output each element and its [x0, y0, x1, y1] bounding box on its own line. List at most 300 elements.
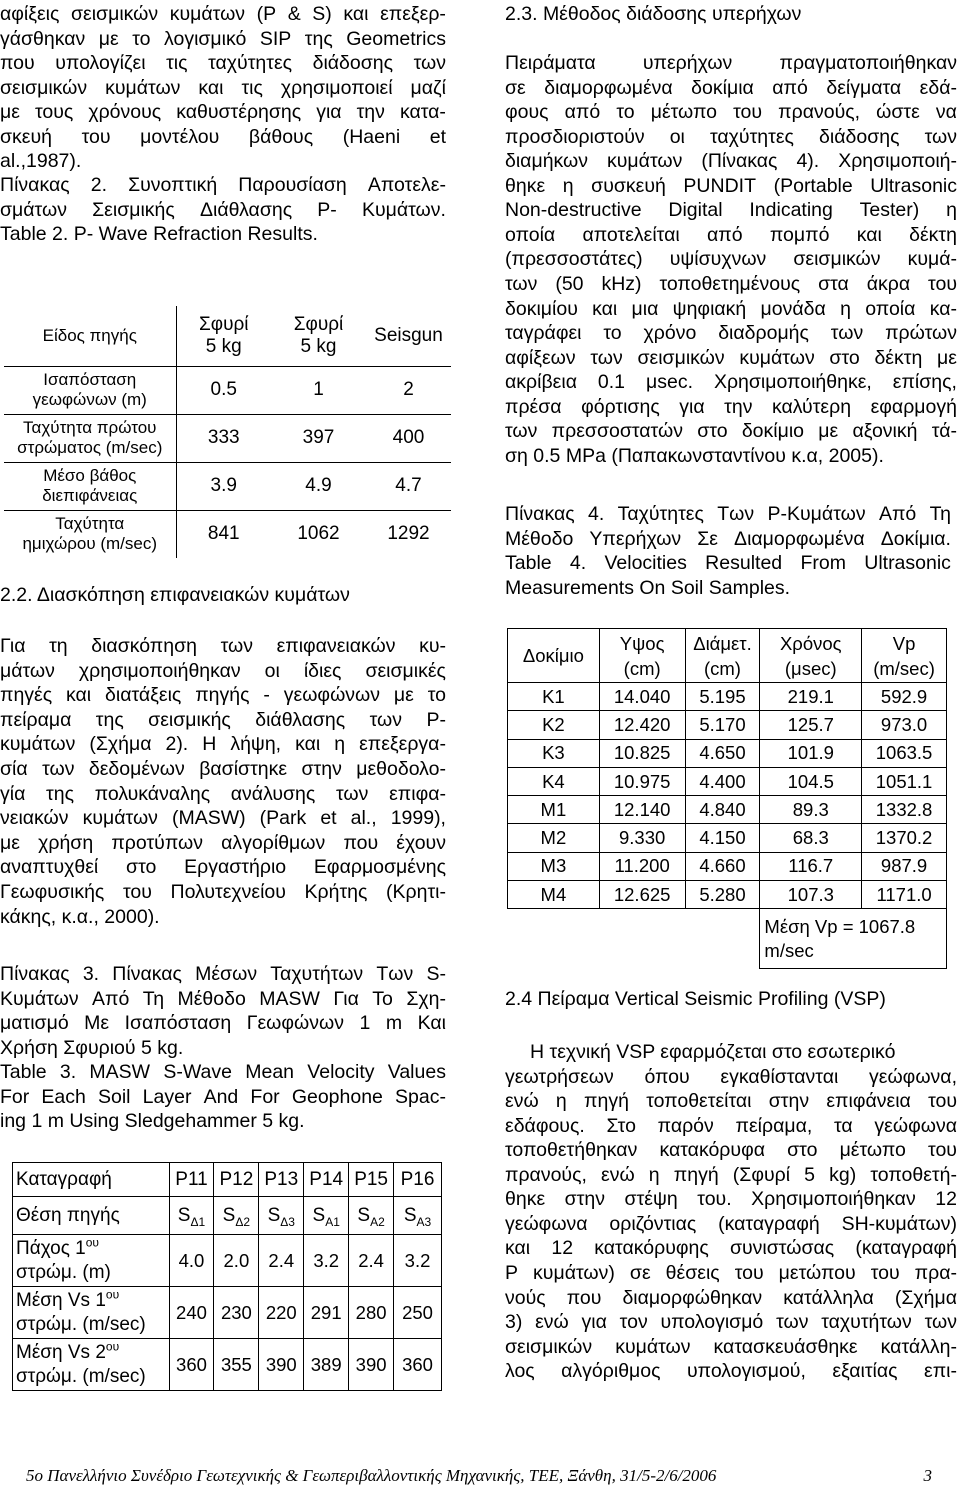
word: ενώ [505, 1090, 539, 1113]
word: των [505, 272, 538, 295]
table4-cell: M3 [508, 852, 600, 880]
paragraph-line [505, 1261, 957, 1285]
word: μαζί [410, 76, 446, 99]
table2-header-cell [271, 306, 366, 366]
source-letter: S [312, 1204, 326, 1226]
word: Γεωφυσικής [0, 881, 105, 903]
word: σεισμικές [365, 659, 446, 682]
table4-cell: 1063.5 [862, 739, 947, 767]
word: Geometrics [346, 27, 446, 50]
table3-header-row [13, 1163, 442, 1197]
word: Πίνακας [505, 503, 575, 525]
word: σία [0, 758, 28, 780]
word: δεδομένων [88, 758, 185, 780]
word: διαμορφωμένα [544, 76, 673, 99]
word: με [937, 346, 957, 369]
word: το [603, 322, 622, 345]
word: με [0, 101, 20, 123]
word: 4). [796, 150, 820, 173]
table4-cell: K1 [508, 683, 600, 711]
word: Γεωφώνων [246, 1012, 345, 1034]
paragraph-line [0, 757, 446, 781]
word: μια [631, 297, 659, 320]
row-label-unit: στρώμ. (m/sec) [16, 1365, 146, 1387]
word: σε [629, 1261, 651, 1284]
word: & [287, 3, 301, 25]
word: (Πίνακας [701, 150, 778, 173]
word: στο [126, 856, 157, 879]
word: 4. [587, 503, 605, 525]
table4-average-cell [760, 909, 947, 969]
table3-cell: 240 [169, 1287, 214, 1339]
header-text: Διάμετ. [693, 632, 752, 654]
table4-row [508, 852, 947, 880]
table4-cell: 9.330 [599, 824, 685, 852]
word: S- [426, 963, 446, 985]
table3-cell: 250 [394, 1287, 442, 1339]
paragraph-line [505, 1089, 957, 1113]
word: πηγή [584, 1090, 629, 1113]
table3-cell: 220 [259, 1287, 304, 1339]
table4-empty-cell [508, 909, 760, 969]
word: μονάδα [760, 297, 826, 320]
table2-caption-line [0, 198, 446, 222]
word: κυμάτων [739, 346, 815, 369]
table4 [507, 628, 947, 969]
word: διάδοσης [819, 125, 900, 148]
table4-cell: K3 [508, 739, 600, 767]
word: κυμάτων [105, 76, 181, 99]
word: λήψη, [230, 733, 282, 756]
word: (Haeni [342, 125, 401, 148]
word: Πίνακας [112, 963, 182, 985]
word: επιφα- [389, 782, 446, 805]
word: 5 [804, 1163, 816, 1186]
table2-cell: 2 [366, 366, 451, 414]
word: - [263, 684, 270, 707]
word: κυμάτων) [533, 1261, 615, 1284]
table4-cell: 5.170 [685, 711, 760, 739]
table4-cell: 125.7 [760, 711, 862, 739]
word: της [46, 782, 74, 805]
word: ενώ [601, 1163, 635, 1186]
word: S-Wave [163, 1061, 232, 1083]
footer-text: 5ο Πανελλήνιο Συνέδριο Γεωτεχνικής & Γεωπεριβαλλοντικής Μηχανικής, ΤΕΕ, Ξάνθη, 31/5-2/6/2006 [26, 1466, 717, 1485]
table2-row [4, 414, 451, 462]
word: του [928, 1139, 957, 1162]
word: ώστε [876, 101, 920, 124]
word: (Σχήμα [89, 733, 152, 756]
word: Non-destructive [505, 199, 642, 222]
word: διαδρομής [718, 322, 809, 345]
table4-cell: 10.825 [599, 739, 685, 767]
word: Χρησιμοποιήθηκε, [713, 371, 872, 394]
table2-header-cell [366, 306, 451, 366]
word: κυμάτων [82, 807, 158, 830]
word: η [555, 1090, 567, 1113]
word: για [316, 101, 342, 123]
word: κυ- [419, 635, 446, 657]
word: για [679, 395, 705, 418]
table2-cell: 0.5 [176, 366, 271, 414]
source-letter: S [222, 1204, 236, 1226]
table4-row [508, 824, 947, 852]
intro-line [0, 125, 446, 149]
word: 2). [165, 733, 189, 756]
source-subscript: Δ3 [280, 1214, 295, 1229]
word: γία [0, 782, 26, 805]
table3-header-cell: P16 [394, 1163, 442, 1197]
table3-header-cell: P15 [349, 1163, 394, 1197]
table3-header-cell: P11 [169, 1163, 214, 1197]
table4-cell: K2 [508, 711, 600, 739]
word: οι [264, 659, 280, 682]
word: πολυκάναλης [94, 782, 211, 805]
word: 3. [59, 1061, 77, 1083]
word: kg) [829, 1163, 857, 1186]
section-heading-2-4: 2.4 Πείραμα Vertical Seismic Profiling (VSP) [505, 988, 886, 1010]
table3-caption-line [0, 1085, 446, 1109]
word: άκρα [866, 272, 911, 295]
word: βάθους [248, 125, 314, 148]
word: Η [202, 733, 217, 756]
word: όπου [644, 1065, 690, 1088]
word: τοποθετείται [646, 1090, 752, 1113]
table3-row [13, 1235, 442, 1287]
word: οριζόντιας [609, 1212, 697, 1235]
word: P [505, 1261, 519, 1284]
word: Indicating [749, 199, 833, 222]
table3-source-cell [349, 1197, 394, 1235]
word: P-Κυμάτων [767, 503, 866, 525]
word: η [946, 199, 957, 222]
word: Κυμάτων. [361, 198, 446, 221]
table3-source-cell [169, 1197, 214, 1235]
table4-cell: 11.200 [599, 852, 685, 880]
table3-source-label: Θέση πηγής [13, 1197, 170, 1235]
table2-row-label [4, 366, 176, 414]
word: Mean [245, 1061, 295, 1083]
word: αναπτυχθεί [0, 856, 99, 879]
word: και [505, 1237, 531, 1260]
word: σμάτων [0, 198, 67, 221]
word: στο [697, 420, 728, 443]
paragraph-line [505, 1163, 957, 1187]
word: Velocity [307, 1061, 375, 1083]
word: Πίνακας [0, 174, 70, 196]
paragraph-line [505, 247, 957, 271]
word: των [590, 346, 623, 369]
word: σεισμικών [70, 3, 159, 25]
row-label-text: διεπιφάνειας [42, 486, 138, 505]
table3-source-cell [259, 1197, 304, 1235]
word: Αποτελε- [367, 174, 446, 196]
table3-source-cell [394, 1197, 442, 1235]
word: MASW [259, 987, 320, 1010]
word: μάτων [0, 659, 55, 682]
word: Layer [142, 1085, 192, 1108]
word: υπολογισμού, [686, 1360, 806, 1383]
word: και [198, 76, 224, 99]
paragraph-line [505, 223, 957, 247]
table3-source-row [13, 1197, 442, 1235]
table2-caption-line: Table 2. P- Wave Refraction Results. [0, 223, 318, 245]
table4-cell: 12.625 [599, 881, 685, 909]
paragraph-line [505, 1335, 957, 1359]
word: πρανούς, [505, 1163, 587, 1186]
source-letter: S [357, 1204, 371, 1226]
word: που [566, 1286, 602, 1309]
word: ακρίβεια [505, 371, 577, 394]
word: να [935, 101, 957, 124]
word: Από [92, 987, 130, 1010]
row-label-text: Πάχος 1 [16, 1237, 86, 1259]
word: γεώφωνα [874, 1114, 957, 1137]
intro-line [0, 2, 446, 26]
word: Χρησιμοποιή- [838, 150, 957, 173]
table3-cell: 360 [394, 1339, 442, 1391]
word: του [122, 881, 152, 903]
word: διαμήκων [505, 150, 589, 173]
word: της [95, 708, 124, 731]
word: οι [669, 125, 685, 148]
word: της [304, 27, 333, 50]
word: (Park [259, 807, 307, 830]
table4-row [508, 881, 947, 909]
word: που [343, 831, 379, 854]
row-label-superscript: ου [105, 1339, 120, 1354]
word: λογισμικό [164, 27, 247, 50]
word: Για [333, 987, 359, 1010]
word: εδά- [919, 76, 957, 99]
word: Μέθοδο [177, 987, 246, 1010]
word: Spac- [395, 1085, 446, 1108]
paragraph-line [505, 370, 957, 394]
table4-row [508, 683, 947, 711]
word: Each [41, 1085, 86, 1108]
word: εγκαθίστανται [720, 1065, 839, 1088]
table2 [4, 306, 451, 558]
word: επιφανειακών [276, 635, 396, 657]
word: των [830, 322, 864, 345]
word: Τη [142, 987, 165, 1010]
word: πηγές [0, 684, 53, 707]
table2-cell: 1 [271, 366, 366, 414]
row-label-text: στρώματος (m/sec) [17, 438, 163, 457]
word: του [733, 101, 763, 124]
word: αλγορίθμων [221, 831, 326, 854]
table4-average-row [508, 909, 947, 969]
word: νειακών [0, 807, 69, 830]
paragraph-line [505, 1065, 957, 1089]
word: πομπό [769, 223, 830, 246]
word: (καταγραφή [718, 1212, 820, 1235]
word: φους [505, 101, 549, 124]
paragraph-line [0, 732, 446, 756]
word: πείραμα [0, 708, 72, 731]
word: Table [0, 1061, 47, 1083]
table3-row [13, 1287, 442, 1339]
word: με [0, 831, 20, 854]
row-label-text: γεωφώνων (m) [32, 390, 147, 409]
word: εδάφους. [505, 1114, 585, 1137]
word: κυμάτων [169, 3, 246, 25]
table4-cell: 104.5 [760, 767, 862, 795]
word: Των [717, 503, 755, 525]
word: Δοκίμια. [880, 527, 951, 550]
word: Geophone [291, 1085, 383, 1108]
paragraph-line [505, 174, 957, 198]
word: μsec. [645, 371, 693, 394]
word: με [393, 684, 414, 707]
paragraph-line [505, 395, 957, 419]
table3-cell: 2.4 [259, 1235, 304, 1287]
table2-row [4, 462, 451, 510]
word: Digital [668, 199, 723, 222]
source-subscript: A2 [370, 1214, 385, 1229]
word: δοκίμια [691, 76, 754, 99]
word: m [385, 1012, 403, 1034]
header-text: (cm) [623, 657, 661, 679]
paragraph-line [505, 1187, 957, 1211]
word: τις [241, 76, 263, 99]
word: kHz) [601, 272, 642, 295]
word: σεισμικών [505, 1335, 593, 1358]
table4-row [508, 767, 947, 795]
row-label-text: Ταχύτητα πρώτου [23, 418, 157, 437]
word: η [562, 174, 574, 197]
paragraph-line: Η τεχνική VSP εφαρμόζεται στο εσωτερικό [530, 1041, 896, 1063]
row-label-text: Ταχύτητα [55, 514, 125, 534]
table2-cell: 841 [176, 510, 271, 558]
paragraph-line [0, 708, 446, 732]
word: τον [619, 1311, 648, 1334]
word: Υπερήχων [589, 527, 682, 550]
word: Ultrasonic [864, 552, 951, 574]
table4-cell: 4.150 [685, 824, 760, 852]
word: τους [34, 101, 74, 123]
word: (Κρητι- [386, 881, 446, 903]
table2-cell: 3.9 [176, 462, 271, 510]
paragraph-line [0, 831, 446, 855]
word: 3) [505, 1311, 523, 1334]
table3-header-cell: P13 [259, 1163, 304, 1197]
table3-caption-line [0, 1011, 446, 1035]
word: Εργαστήριο [184, 856, 287, 879]
paragraph-line [505, 1359, 957, 1383]
word: επίσης, [892, 371, 957, 394]
word: υπολογισμό [660, 1311, 764, 1334]
header-text: (cm) [703, 657, 741, 679]
word: κυμά- [907, 248, 957, 271]
word: τις [166, 52, 188, 74]
paragraph-line [0, 880, 446, 904]
word: καθυστέρησης [176, 101, 302, 123]
source-subscript: Δ2 [235, 1214, 251, 1229]
word: του [928, 1090, 957, 1113]
word: 12 [935, 1188, 957, 1211]
table4-cell: K4 [508, 767, 600, 795]
word: κατακόρυφα [659, 1139, 765, 1162]
word: οποία [505, 223, 556, 246]
word: με [98, 27, 119, 50]
word: Παρουσίαση [238, 174, 347, 196]
source-subscript: A3 [416, 1214, 432, 1229]
header-text: Vp [892, 632, 916, 654]
word: (50 [555, 272, 584, 295]
word: Soil [97, 1085, 131, 1108]
word: δείγματα [826, 76, 902, 99]
word: οποία [865, 297, 916, 320]
table2-row-label [4, 462, 176, 510]
table4-row [508, 796, 947, 824]
word: 2. [90, 174, 107, 196]
word: Μέθοδο [505, 527, 574, 550]
table3-cell: 389 [304, 1339, 349, 1391]
table4-caption-line [505, 527, 951, 551]
intro-line [0, 27, 446, 51]
paragraph-line [505, 125, 957, 149]
word: Με [84, 1012, 110, 1034]
word: σεισμικών [637, 346, 725, 369]
word: ταχύτητες [208, 52, 293, 74]
table4-cell: 5.195 [685, 683, 760, 711]
table4-cell: 4.660 [685, 852, 760, 880]
word: στο [787, 1139, 818, 1162]
header-text: Υψος [619, 632, 665, 654]
word: κατα- [399, 101, 446, 123]
table4-cell: 107.3 [760, 881, 862, 909]
word: διάδοσης [312, 52, 394, 74]
word: Για [0, 635, 26, 657]
word: θηκε [505, 1188, 546, 1211]
table4-header-cell [862, 629, 947, 683]
word: Χρησιμοποιήθηκαν [751, 1188, 916, 1211]
word: κατασκευάσθηκε [713, 1335, 858, 1358]
table4-cell: 14.040 [599, 683, 685, 711]
table2-cell: 4.9 [271, 462, 366, 510]
word: το [132, 27, 151, 50]
table2-cell: 333 [176, 414, 271, 462]
paragraph-line [505, 272, 957, 296]
word: PUNDIT [683, 174, 757, 197]
word: 1 [359, 1012, 371, 1034]
page-number: 3 [923, 1466, 932, 1485]
word: χρόνο [643, 322, 697, 345]
word: σκευή [0, 125, 52, 148]
word: ψηφιακή [672, 297, 747, 320]
table3-row-label [13, 1339, 170, 1391]
word: Μέσων [195, 963, 258, 985]
word: ίδιες [303, 659, 342, 682]
table4-cell: 219.1 [760, 683, 862, 711]
word: των [924, 1311, 957, 1334]
word: πραγματοποιήθηκαν [779, 52, 957, 74]
word: ταγράφει [505, 322, 582, 345]
word: των [369, 708, 403, 731]
word: τοποθετή- [870, 1163, 957, 1186]
paragraph-line [505, 76, 957, 100]
header-text: 5 kg [205, 335, 242, 357]
paragraph-line [0, 806, 446, 830]
table4-cell: 12.140 [599, 796, 685, 824]
word: χρήση [38, 831, 94, 854]
word: σε [505, 76, 526, 99]
table4-cell: 973.0 [862, 711, 947, 739]
word: την [356, 101, 385, 123]
word: ενώ [535, 1311, 569, 1334]
word: Των [376, 963, 414, 985]
